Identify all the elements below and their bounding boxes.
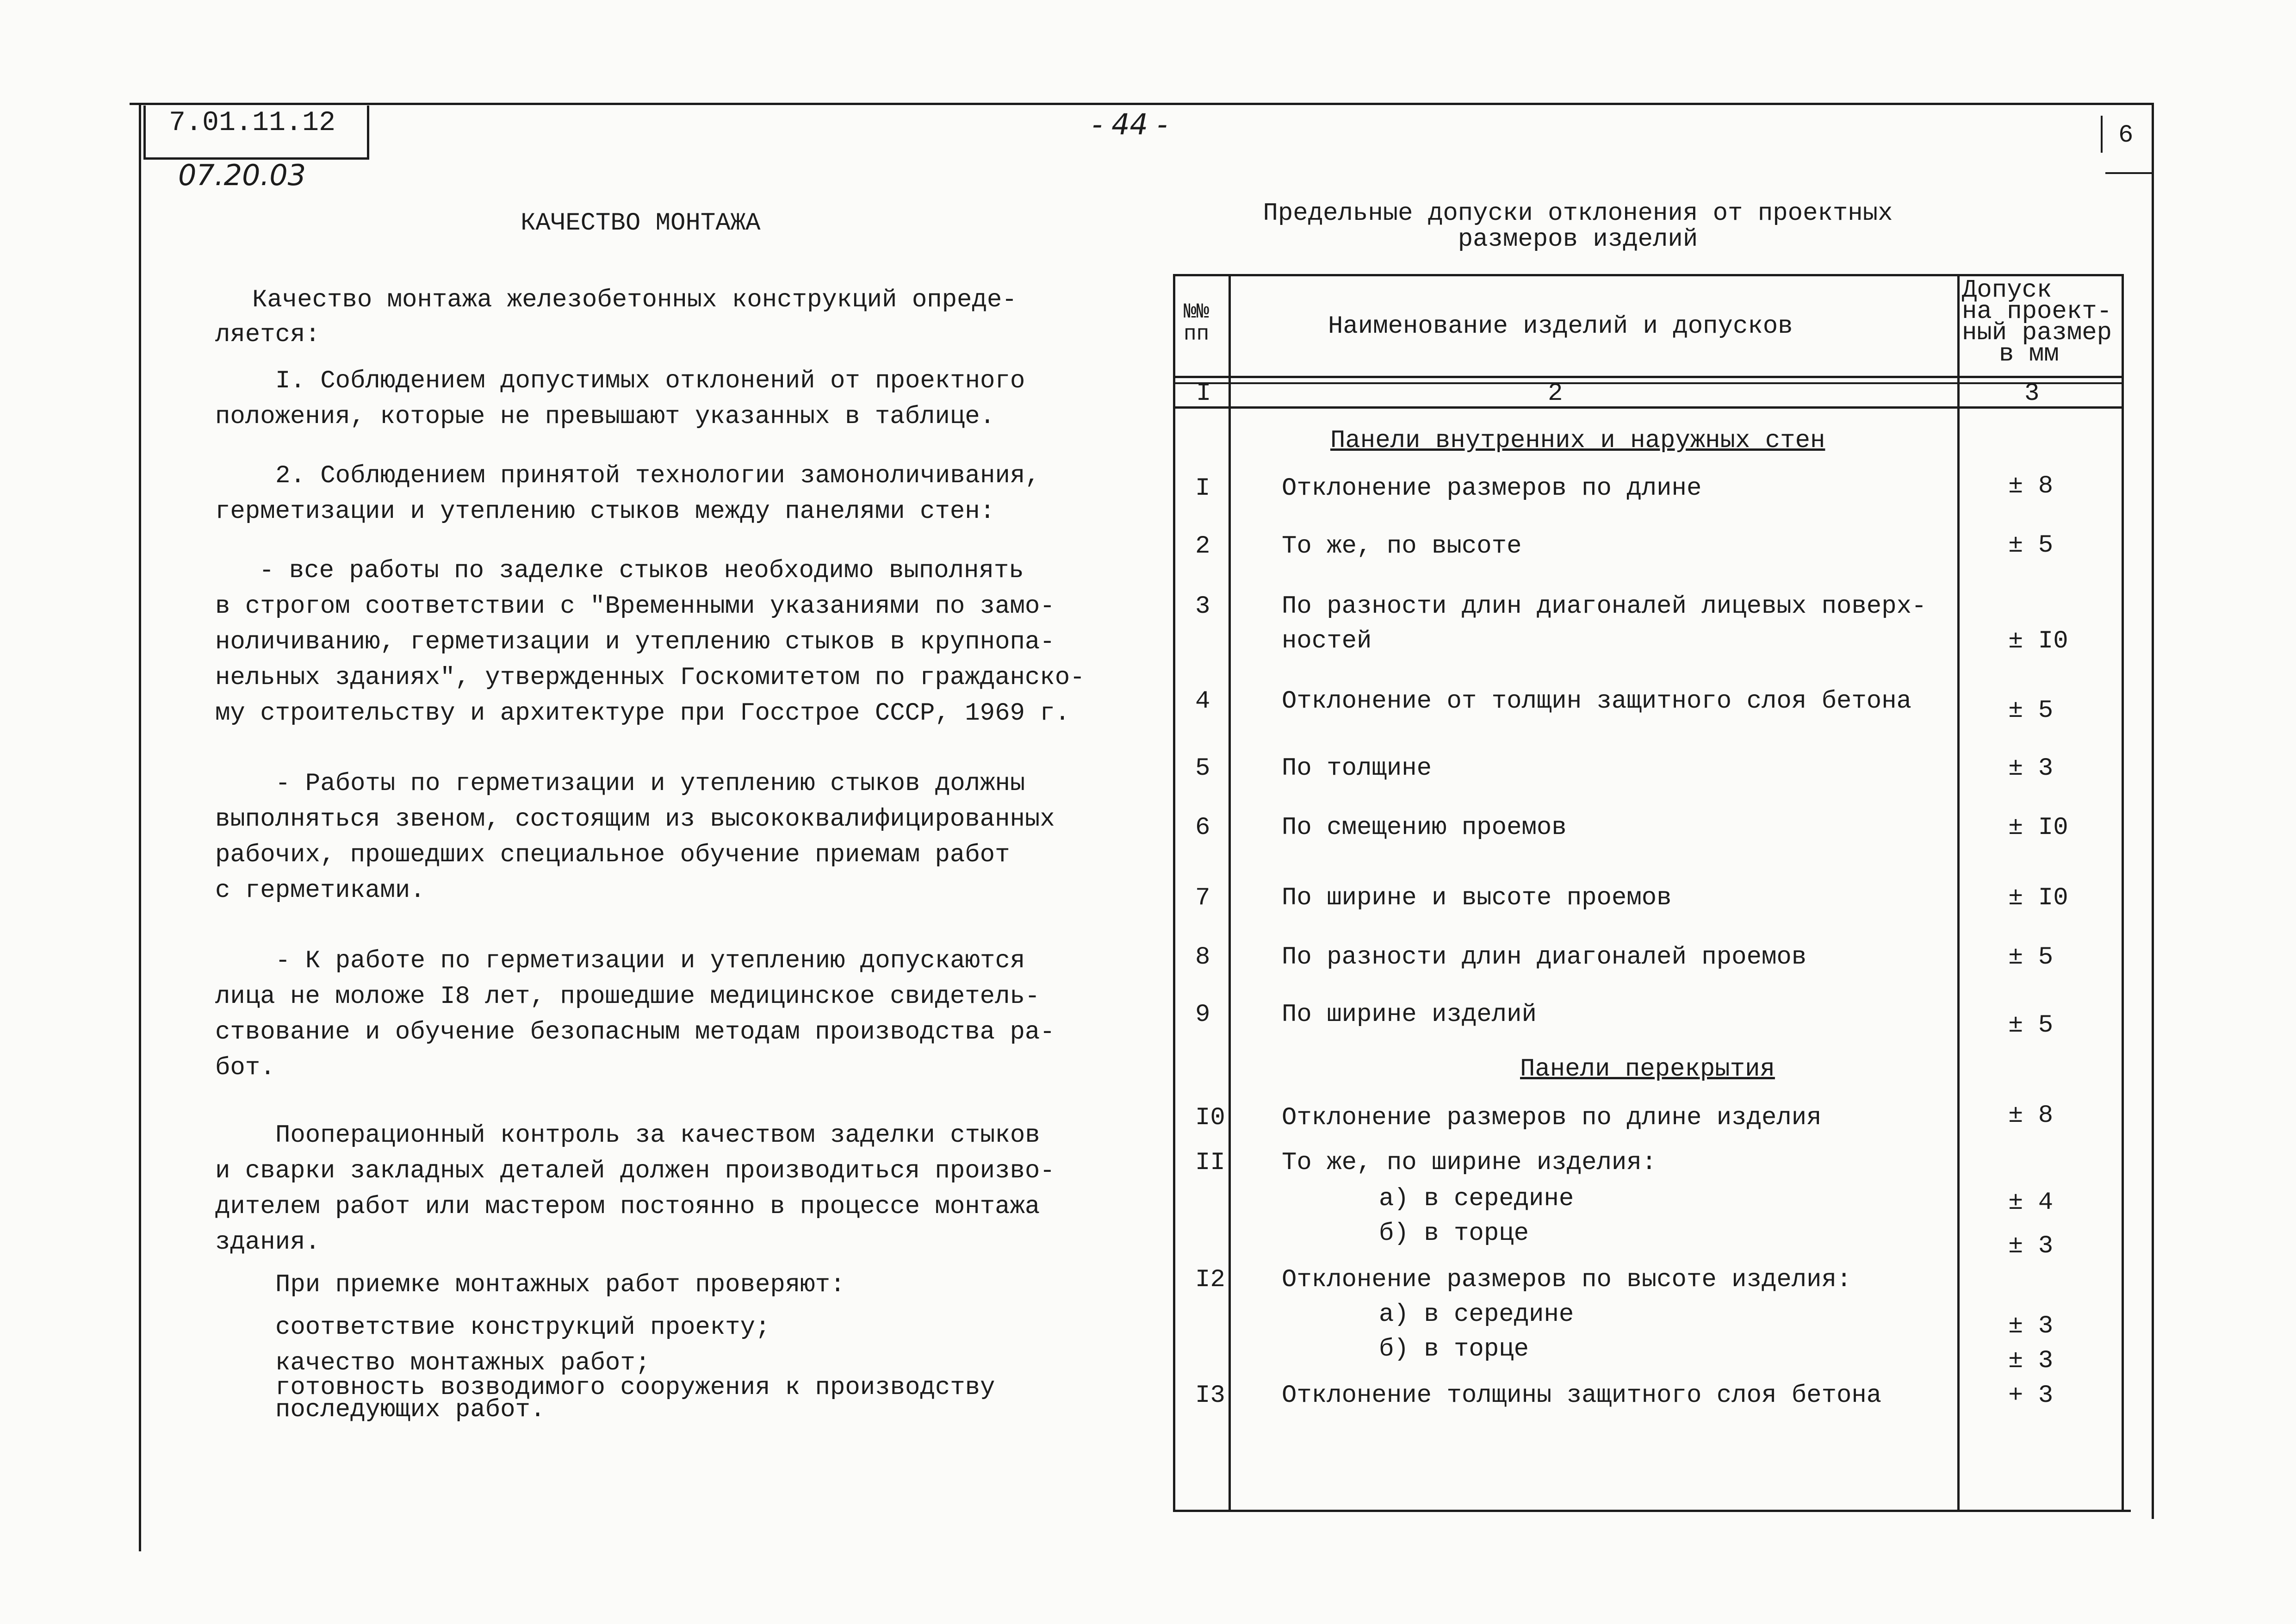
paragraph-line: I. Соблюдением допустимых отклонений от проектного	[275, 367, 1025, 395]
row-name: Отклонение размеров по высоте изделия:	[1282, 1266, 1852, 1294]
table-col-separator	[1229, 274, 1231, 1512]
row-name: По разности длин диагоналей проемов	[1282, 943, 1807, 971]
row-name: Отклонение толщины защитного слоя бетона	[1282, 1381, 1882, 1410]
row-name: По смещению проемов	[1282, 814, 1567, 842]
row-tolerance: ± 3	[2008, 1347, 2054, 1375]
table-bottom-line	[1173, 1510, 2131, 1512]
paragraph-line: качество монтажных работ;	[275, 1349, 651, 1377]
page-number: - 44 -	[1092, 107, 1168, 141]
paragraph-line: При приемке монтажных работ проверяют:	[275, 1271, 845, 1299]
header-tol-line: в мм	[1999, 340, 2059, 368]
handwritten-code: 07.20.03	[178, 158, 306, 192]
top-border-line	[130, 103, 2154, 105]
row-number: I	[1195, 474, 1210, 503]
paragraph-line: готовность возводимого сооружения к производству	[275, 1374, 995, 1402]
left-border-line	[139, 103, 141, 1551]
row-name: Отклонение размеров по длине изделия	[1282, 1104, 1822, 1132]
paragraph-line: соответствие конструкций проекту;	[275, 1313, 770, 1342]
header-tol-line: Допуск	[1962, 276, 2052, 305]
paragraph-line: ствование и обучение безопасным методам производства ра-	[215, 1018, 1055, 1046]
row-tolerance: ± 5	[2008, 531, 2054, 560]
row-tolerance: ± 5	[2008, 697, 2054, 725]
paragraph-line: Качество монтажа железобетонных конструкций опреде-	[252, 286, 1017, 314]
row-subitem: б) в торце	[1379, 1335, 1529, 1363]
row-name: Отклонение размеров по длине	[1282, 474, 1702, 503]
row-number: 5	[1195, 754, 1210, 783]
header-num-line: пп	[1184, 322, 1210, 346]
row-tolerance: ± 5	[2008, 943, 2054, 971]
header-tol-line: ный размер	[1962, 319, 2112, 347]
col-number: I	[1196, 380, 1211, 408]
section-heading: Панели внутренних и наружных стен	[1330, 427, 1825, 455]
paragraph-line: выполняться звеном, состоящим из высококвалифицированных	[215, 805, 1055, 834]
row-number: I0	[1195, 1104, 1225, 1132]
table-header-line	[1173, 376, 2122, 378]
row-number: 4	[1195, 687, 1210, 716]
row-tolerance: + 3	[2008, 1381, 2054, 1410]
paragraph-line: - К работе по герметизации и утеплению допускаются	[275, 947, 1025, 975]
row-number: II	[1195, 1149, 1225, 1177]
row-number: 8	[1195, 943, 1210, 971]
header-num-line: №№	[1184, 300, 1210, 324]
row-name: По разности длин диагоналей лицевых поверх-	[1282, 592, 1927, 621]
table-header-line	[1173, 382, 2122, 384]
row-tolerance: ± I0	[2008, 814, 2068, 842]
row-number: I2	[1195, 1266, 1225, 1294]
paragraph-line: му строительству и архитектуре при Госстрое СССР, 1969 г.	[215, 699, 1070, 728]
paragraph-line: бот.	[215, 1054, 275, 1082]
row-tolerance: ± 3	[2008, 754, 2054, 783]
table-colnum-line	[1173, 406, 2122, 409]
row-number: 6	[1195, 814, 1210, 842]
row-number: 7	[1195, 884, 1210, 912]
sheet-box-left-line	[2101, 116, 2103, 153]
table-col-separator	[1957, 274, 1960, 1512]
section-heading: Панели перекрытия	[1520, 1055, 1775, 1083]
row-subitem: а) в середине	[1379, 1185, 1574, 1213]
row-tolerance: ± 3	[2008, 1312, 2054, 1340]
sheet-number: 6	[2118, 121, 2134, 149]
paragraph-line: нельных зданиях", утвержденных Госкомитетом по гражданско-	[215, 664, 1085, 692]
row-name: По ширине и высоте проемов	[1282, 884, 1672, 912]
paragraph-line: с герметиками.	[215, 877, 425, 905]
paragraph-line: положения, которые не превышают указанных в таблице.	[215, 403, 995, 431]
row-name-continued: ностей	[1282, 627, 1372, 655]
row-tolerance: ± 8	[2008, 1101, 2054, 1130]
table-left-line	[1173, 274, 1175, 1512]
paragraph-line: и сварки закладных деталей должен производиться произво-	[215, 1157, 1055, 1185]
row-number: I3	[1195, 1381, 1225, 1410]
paragraph-line: - Работы по герметизации и утеплению стыков должны	[275, 770, 1025, 798]
row-tolerance: ± 3	[2008, 1232, 2054, 1260]
header-tolerance	[1962, 276, 2112, 368]
row-name: По ширине изделий	[1282, 1001, 1537, 1029]
row-tolerance: ± 8	[2008, 472, 2054, 500]
row-name: По толщине	[1282, 754, 1432, 783]
section-title: КАЧЕСТВО МОНТАЖА	[521, 209, 761, 237]
paragraph-line: герметизации и утеплению стыков между панелями стен:	[215, 498, 995, 526]
sheet-box-bottom-line	[2105, 172, 2152, 174]
row-tolerance: ± I0	[2008, 884, 2068, 912]
header-num	[1184, 301, 1209, 345]
paragraph-line: последующих работ.	[275, 1396, 546, 1424]
paragraph-line: дителем работ или мастером постоянно в процессе монтажа	[215, 1193, 1040, 1221]
row-tolerance: ± 4	[2008, 1188, 2054, 1217]
row-tolerance: ± I0	[2008, 627, 2068, 655]
paragraph-line: здания.	[215, 1228, 320, 1257]
paragraph-line: рабочих, прошедших специальное обучение приемам работ	[215, 841, 1010, 869]
paragraph-line: 2. Соблюдением принятой технологии замоноличивания,	[275, 462, 1040, 490]
table-title-line: Предельные допуски отклонения от проектных	[1263, 199, 1893, 228]
col-number: 3	[2024, 380, 2040, 408]
row-name: То же, по высоте	[1282, 532, 1522, 560]
row-number: 9	[1195, 1001, 1210, 1029]
row-number: 3	[1195, 592, 1210, 621]
row-subitem: а) в середине	[1379, 1300, 1574, 1329]
paragraph-line: лица не моложе I8 лет, прошедшие медицинское свидетель-	[215, 983, 1040, 1011]
table-right-line	[2122, 274, 2124, 1512]
paragraph-line: Пооперационный контроль за качеством заделки стыков	[275, 1121, 1040, 1150]
header-tol-line: на проект-	[1962, 298, 2112, 326]
row-tolerance: ± 5	[2008, 1011, 2054, 1039]
header-name: Наименование изделий и допусков	[1328, 312, 1793, 341]
paragraph-line: в строгом соответствии с "Временными указаниями по замо-	[215, 592, 1055, 621]
row-number: 2	[1195, 532, 1210, 560]
col-number: 2	[1548, 380, 1563, 408]
row-subitem: б) в торце	[1379, 1220, 1529, 1248]
paragraph-line: ноличиванию, герметизации и утеплению стыков в крупнопа-	[215, 628, 1055, 656]
table-title	[1148, 201, 2008, 253]
row-name: То же, по ширине изделия:	[1282, 1149, 1657, 1177]
paragraph-line: ляется:	[215, 321, 320, 349]
paragraph-line: - все работы по заделке стыков необходимо выполнять	[259, 557, 1024, 585]
row-name: Отклонение от толщин защитного слоя бетона	[1282, 687, 1912, 716]
document-code: 7.01.11.12	[169, 107, 336, 139]
table-title-line: размеров изделий	[1458, 225, 1698, 254]
right-border-line	[2152, 103, 2154, 1519]
